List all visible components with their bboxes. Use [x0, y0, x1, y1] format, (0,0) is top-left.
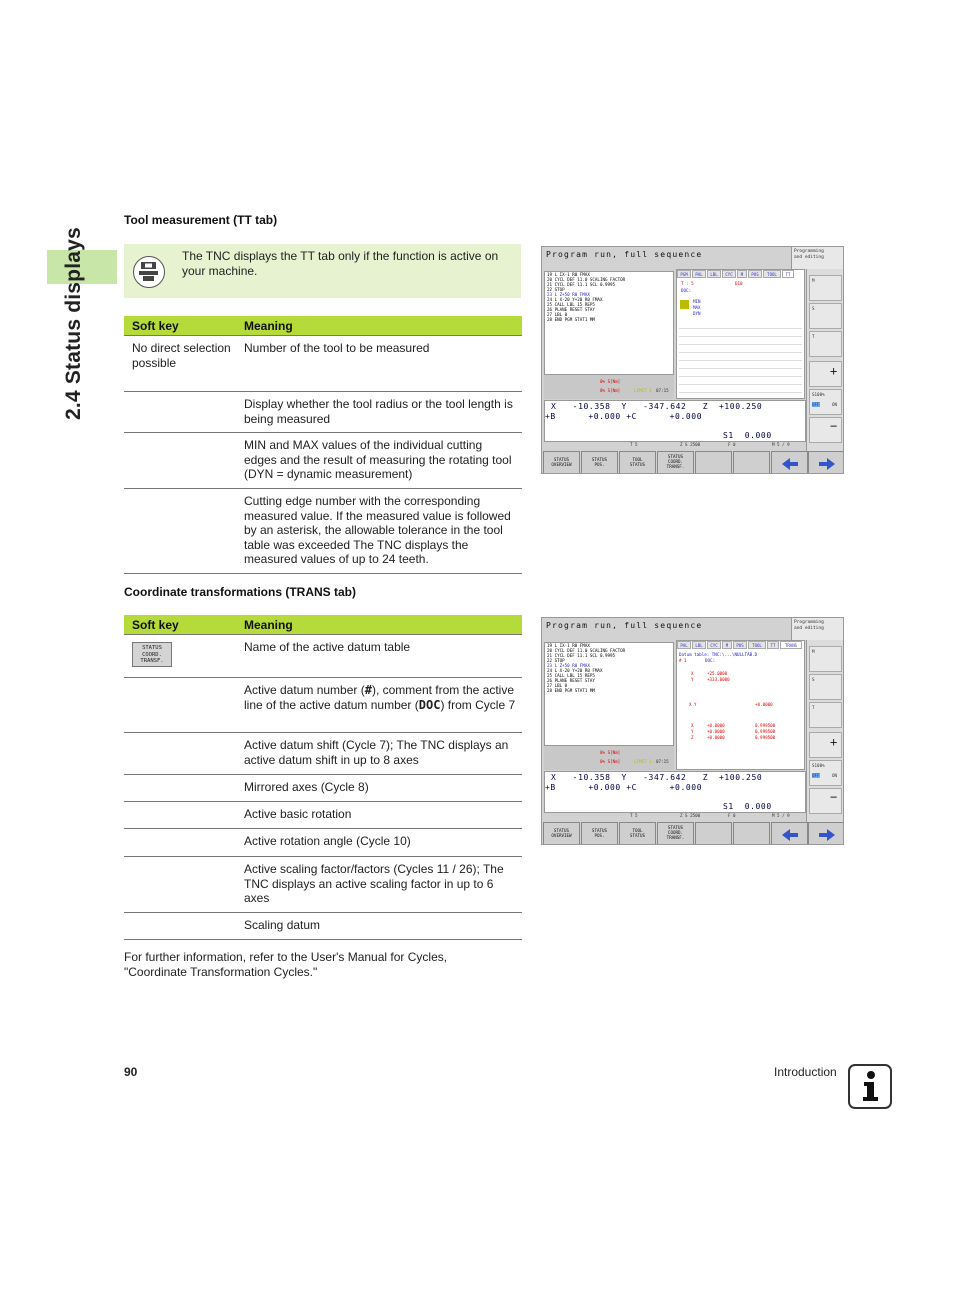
min-label: MIN — [693, 299, 701, 304]
softkey-empty[interactable] — [695, 451, 732, 474]
softkey-empty[interactable] — [733, 451, 770, 474]
scale-datum: +0.0000 — [707, 723, 725, 728]
meaning-cell: Cutting edge number with the corresponding measured value. If the measured value is followed by an asterisk, the allowable tolerance in the tool table was exceeded The TNC displays the measured values of up to 24 teeth. — [244, 494, 511, 566]
scale-factor: 0.999500 — [755, 735, 776, 740]
meaning-cell: Active scaling factor/factors (Cycles 11 / 26); The TNC displays an active scaling factor in up to 6 axes — [244, 862, 504, 905]
mode-line: and editing — [794, 626, 824, 631]
grid-row — [679, 353, 802, 361]
limit-label: LIMIT 1 — [634, 388, 652, 393]
vertical-softkey-bar — [806, 269, 844, 474]
meaning-cell: Display whether the tool radius or the tool length is being measured — [244, 397, 513, 426]
code-doc: DOC — [418, 697, 441, 712]
spindle-row: S1 0.000 — [723, 431, 772, 440]
override-button[interactable] — [809, 760, 842, 786]
override-button[interactable] — [809, 389, 842, 415]
scale-axis: X — [691, 723, 694, 728]
softkey-line: STATUS — [142, 645, 162, 651]
tab-pal[interactable]: PAL — [677, 641, 691, 649]
button-label: T — [812, 334, 815, 339]
position-row: X -10.358 Y -347.642 Z +100.250 — [551, 402, 763, 411]
spindle-button[interactable] — [809, 303, 842, 329]
tab-m[interactable]: M — [737, 270, 747, 278]
shift-axis-x: X — [691, 671, 694, 676]
message: 0% S[Nm] — [600, 388, 621, 393]
softkey-status-pos[interactable]: STATUS POS. — [581, 451, 618, 474]
mode-line: Programming — [794, 249, 824, 254]
program-line: 19 L IX-1 R0 FMAX — [547, 643, 590, 648]
status-strip-speed: Z S 2500 — [680, 813, 701, 818]
position-row: +B +0.000 +C +0.000 — [545, 412, 703, 421]
plus-button[interactable]: + — [809, 732, 842, 758]
table-row — [124, 635, 522, 678]
meaning-cell: Scaling datum — [244, 918, 321, 932]
mode-indicator — [791, 247, 844, 269]
spindle-row: S1 0.000 — [723, 802, 772, 811]
program-line: 28 END PGM STAT1 MM — [547, 317, 595, 322]
program-line: 24 L X-20 Y+20 R0 FMAX — [547, 668, 603, 673]
table-row — [124, 392, 522, 433]
shift-axis-y: Y — [691, 677, 694, 682]
table-row — [124, 829, 522, 857]
scale-factor: 0.999500 — [755, 729, 776, 734]
softkey-status-coord-transf[interactable]: STATUS COORD. TRANSF. — [657, 822, 694, 845]
m-function-button[interactable] — [809, 646, 842, 672]
shift-value-y: +333.0000 — [707, 677, 730, 682]
softkey-tool-status[interactable]: TOOL STATUS — [619, 822, 656, 845]
softkey-line: COORD. — [142, 651, 162, 658]
datum-number: # 1 — [679, 658, 687, 663]
minus-button[interactable]: − — [809, 788, 842, 814]
datum-table-label: Datum table: TNC:\...\NULLTAB.D — [679, 652, 758, 657]
position-display — [544, 771, 806, 813]
header-softkey: Soft key — [132, 618, 179, 632]
softkey-status-coord-transf[interactable]: STATUS COORD. TRANSF. — [657, 451, 694, 474]
screen-title: Program run, full sequence — [546, 621, 703, 630]
further-info-paragraph: For further information, refer to the User's Manual for Cycles, "Coordinate Transformation Cycles." — [124, 950, 448, 979]
grid-row — [679, 321, 802, 329]
tab-pgm[interactable]: PGM — [677, 270, 691, 278]
meaning-cell — [244, 683, 516, 712]
button-label: ON — [832, 773, 838, 778]
text-part: ), comment from the active line of the active datum number ( — [244, 683, 514, 712]
message: 0% S[Nm] — [600, 379, 621, 384]
status-strip-speed: Z S 2500 — [680, 442, 701, 447]
table-row — [124, 678, 522, 733]
softkey-page-left[interactable] — [771, 822, 808, 845]
softkey-empty[interactable] — [695, 822, 732, 845]
meaning-cell: Name of the active datum table — [244, 640, 411, 654]
program-line: 28 END PGM STAT1 MM — [547, 688, 595, 693]
program-line: 22 STOP — [547, 658, 565, 663]
button-label: M — [812, 649, 815, 654]
table-row — [124, 489, 522, 574]
program-line: 23 L Z+50 R0 FMAX — [547, 663, 590, 668]
status-strip-feed: F 0 — [728, 813, 736, 818]
scale-axis: Z — [691, 735, 694, 740]
dyn-label: DYN — [693, 311, 701, 316]
mode-line: Programming — [794, 620, 824, 625]
meaning-cell: Active rotation angle (Cycle 10) — [244, 834, 411, 848]
message-area — [544, 746, 674, 770]
softkey-status-overview[interactable]: STATUS OVERVIEW — [543, 822, 580, 845]
button-label: S — [812, 306, 815, 311]
softkey-cell: No direct selection possible — [132, 341, 231, 370]
info-icon — [848, 1064, 892, 1109]
time-label: 07:15 — [656, 388, 669, 393]
plus-button[interactable]: + — [809, 361, 842, 387]
status-window — [676, 640, 805, 770]
chapter-label: Introduction — [774, 1065, 837, 1079]
tab-tool[interactable]: TOOL — [763, 270, 781, 278]
program-line: 20 CYCL DEF 11.0 SCALING FACTOR — [547, 277, 626, 282]
softkey-page-right[interactable] — [808, 451, 844, 474]
scale-datum: +0.0000 — [707, 729, 725, 734]
tool-button[interactable] — [809, 331, 842, 357]
scale-factor: 0.999500 — [755, 723, 776, 728]
tnc-screenshot-trans — [541, 617, 844, 845]
tab-tt[interactable]: TT — [782, 270, 794, 278]
time-label: 07:15 — [656, 759, 669, 764]
program-window — [544, 642, 674, 746]
table-header-trans — [124, 615, 522, 634]
section-heading-trans: Coordinate transformations (TRANS tab) — [124, 585, 357, 599]
doc-label: DOC: — [681, 288, 692, 293]
rotation-value: +0.0000 — [755, 702, 773, 707]
program-line: 23 L Z+50 R0 FMAX — [547, 292, 590, 297]
scale-datum: +0.0000 — [707, 735, 725, 740]
doc-label: DOC: — [705, 658, 716, 663]
tab-pos[interactable]: POS — [733, 641, 747, 649]
limit-label: LIMIT 1 — [634, 759, 652, 764]
program-line: 27 LBL 0 — [547, 683, 568, 688]
button-label: OFF — [812, 773, 820, 778]
tab-cyc[interactable]: CYC — [722, 270, 736, 278]
button-label: OFF — [812, 402, 820, 407]
softkey-page-right[interactable] — [808, 822, 844, 845]
scale-axis: Y — [691, 729, 694, 734]
tab-cyc[interactable]: CYC — [707, 641, 721, 649]
mode-indicator — [791, 618, 844, 640]
meaning-cell: Mirrored axes (Cycle 8) — [244, 780, 369, 794]
button-label: S100% — [812, 763, 825, 768]
grid-row — [679, 369, 802, 377]
program-line: 26 PLANE RESET STAY — [547, 307, 595, 312]
tool-button[interactable] — [809, 702, 842, 728]
program-line: 27 LBL 0 — [547, 312, 568, 317]
tab-tool[interactable]: TOOL — [748, 641, 766, 649]
tnc-screenshot-tt — [541, 246, 844, 474]
table-row — [124, 802, 522, 829]
text-part: Active datum number ( — [244, 683, 365, 697]
status-strip-feed: F 0 — [728, 442, 736, 447]
program-line: 26 PLANE RESET STAY — [547, 678, 595, 683]
program-line: 19 L IX-1 R0 FMAX — [547, 272, 590, 277]
status-coord-transf-softkey[interactable] — [132, 642, 172, 667]
table-header-tt — [124, 316, 522, 335]
spindle-button[interactable] — [809, 674, 842, 700]
tab-pal[interactable]: PAL — [692, 270, 706, 278]
softkey-status-pos[interactable]: STATUS POS. — [581, 822, 618, 845]
status-strip-tool: T 5 — [630, 442, 638, 447]
section-heading-tt: Tool measurement (TT tab) — [124, 213, 278, 227]
table-row — [124, 857, 522, 913]
header-meaning: Meaning — [244, 319, 293, 333]
mirror-axes: X Y — [689, 702, 697, 707]
table-row — [124, 733, 522, 775]
tab-lbl[interactable]: LBL — [692, 641, 706, 649]
text-part: ) from Cycle 7 — [440, 697, 516, 712]
shift-value-x: +25.0000 — [707, 671, 728, 676]
meaning-cell: MIN and MAX values of the individual cutting edges and the result of measuring the rotating tool (DYN = dynamic measurement) — [244, 438, 512, 481]
button-label: S — [812, 677, 815, 682]
button-label: M — [812, 278, 815, 283]
tab-trans[interactable]: TRANS — [780, 641, 802, 649]
table-row — [124, 433, 522, 489]
message-area — [544, 375, 674, 399]
minus-button[interactable]: − — [809, 417, 842, 443]
grid-row — [679, 337, 802, 345]
tab-lbl[interactable]: LBL — [707, 270, 721, 278]
header-softkey: Soft key — [132, 319, 179, 333]
position-display — [544, 400, 806, 442]
status-strip-m: M 5 / 9 — [772, 442, 790, 447]
program-window — [544, 271, 674, 375]
mode-line: and editing — [794, 255, 824, 260]
position-row: X -10.358 Y -347.642 Z +100.250 — [551, 773, 763, 782]
tab-m[interactable]: M — [722, 641, 732, 649]
meaning-cell: Number of the tool to be measured — [244, 341, 430, 355]
message: 0% S[Nm] — [600, 750, 621, 755]
grid-row — [679, 329, 802, 337]
table-row — [124, 913, 522, 940]
softkey-line: TRANSF. — [140, 658, 164, 664]
grid-row — [679, 361, 802, 369]
program-line: 22 STOP — [547, 287, 565, 292]
program-line: 21 CYCL DEF 11.1 SCL 0.9995 — [547, 653, 616, 658]
grid-row — [679, 377, 802, 385]
softkey-empty[interactable] — [733, 822, 770, 845]
code-hash: # — [364, 683, 372, 697]
machine-note-icon — [133, 256, 165, 288]
max-label: MAX — [693, 305, 701, 310]
note-text: The TNC displays the TT tab only if the function is active on your machine. — [182, 249, 499, 278]
tab-pos[interactable]: POS — [748, 270, 762, 278]
tool-measure-icon — [680, 300, 689, 309]
button-label: S100% — [812, 392, 825, 397]
button-label: T — [812, 705, 815, 710]
tool-number: T : 5 — [681, 281, 694, 286]
program-line: 21 CYCL DEF 11.1 SCL 0.9995 — [547, 282, 616, 287]
softkey-tool-status[interactable]: TOOL STATUS — [619, 451, 656, 474]
message: 0% S[Nm] — [600, 759, 621, 764]
program-line: 25 CALL LBL 15 REP5 — [547, 302, 595, 307]
grid-row — [679, 345, 802, 353]
program-line: 25 CALL LBL 15 REP5 — [547, 673, 595, 678]
softkey-page-left[interactable] — [771, 451, 808, 474]
position-row: +B +0.000 +C +0.000 — [545, 783, 703, 792]
table-row — [124, 775, 522, 802]
meaning-cell: Active datum shift (Cycle 7); The TNC displays an active datum shift in up to 8 axes — [244, 738, 509, 767]
status-strip-tool: T 5 — [630, 813, 638, 818]
vertical-softkey-bar — [806, 640, 844, 845]
status-strip-m: M 5 / 9 — [772, 813, 790, 818]
meaning-cell: Active basic rotation — [244, 807, 352, 821]
screen-title: Program run, full sequence — [546, 250, 703, 259]
table-row — [124, 336, 522, 392]
tool-radius: D10 — [735, 281, 743, 286]
program-line: 24 L X-20 Y+20 R0 FMAX — [547, 297, 603, 302]
m-function-button[interactable] — [809, 275, 842, 301]
header-meaning: Meaning — [244, 618, 293, 632]
button-label: ON — [832, 402, 838, 407]
softkey-status-overview[interactable]: STATUS OVERVIEW — [543, 451, 580, 474]
tab-tt[interactable]: TT — [767, 641, 779, 649]
grid-row — [679, 385, 802, 393]
page-number: 90 — [124, 1065, 138, 1079]
program-line: 20 CYCL DEF 11.0 SCALING FACTOR — [547, 648, 626, 653]
side-tab-title: 2.4 Status displays — [62, 227, 85, 420]
